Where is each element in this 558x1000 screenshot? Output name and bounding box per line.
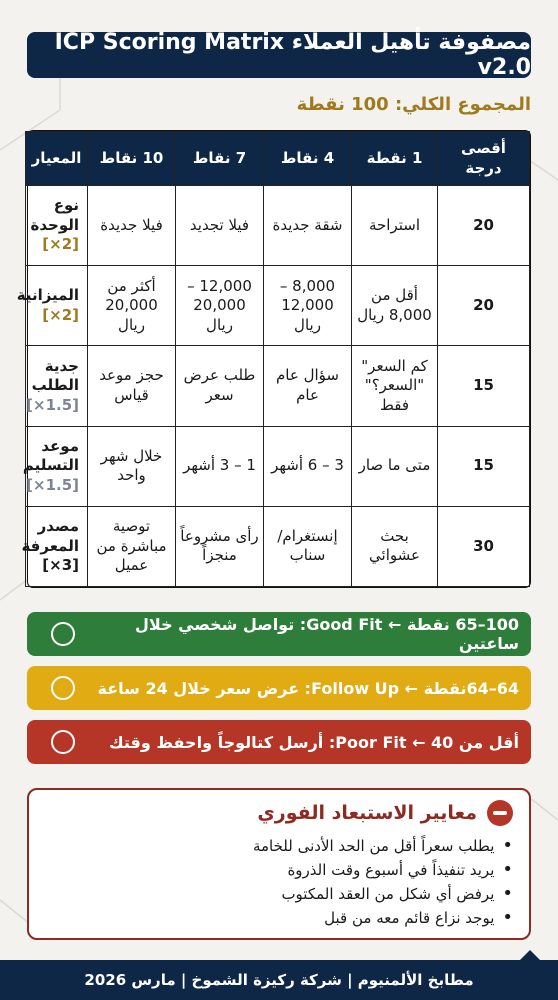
max-score: 30 [438,506,530,586]
criterion-cell [26,346,88,426]
list-item: • يريد تنفيذاً في أسبوع وقت الذروة [45,858,513,882]
band-follow-up-text: 64–64نقطة ← Follow Up: عرض سعر خلال 24 ساعة [97,678,519,698]
page-title: مصفوفة تأهيل العملاء ICP Scoring Matrix v2.0 [27,32,531,78]
disqualification-title: معايير الاستبعاد الفوري [257,802,477,824]
criterion-label: نوع الوحدة [30,196,79,234]
cell-10pt: توصية مباشرة من عميل [88,506,176,586]
table-row [26,266,530,346]
multiplier: [2×] [42,305,79,324]
header-4pt: 4 نقاط [264,132,352,186]
criterion-label: مصدر المعرفة [21,517,79,555]
multiplier: [1.5×] [26,475,79,494]
cell-10pt: فيلا جديدة [88,186,176,266]
footer-notch [520,950,540,960]
minus-circle-icon [487,800,513,826]
criterion-cell [16,266,88,346]
header-10pt: 10 نقاط [88,132,176,186]
table-row [26,506,530,586]
cell-4pt: شقة جديدة [264,186,352,266]
max-score: 20 [438,186,530,266]
cell-7pt: فيلا تجديد [176,186,264,266]
max-score: 20 [438,266,530,346]
cell-4pt: 3 – 6 أشهر [264,426,352,506]
multiplier: [2×] [42,235,79,254]
multiplier: [1.5×] [26,395,79,414]
band-good-fit-text: 100–65 نقطة ← Good Fit: تواصل شخصي خلال ساعتين [135,615,519,653]
header-max: أقصى درجة [438,132,530,186]
circle-icon [51,622,75,646]
footer: مطابخ الألمنيوم | شركة ركيزة الشموخ | مارس 2026 [0,960,558,1000]
cell-10pt: حجز موعد قياس [88,346,176,426]
table-row [26,186,530,266]
band-poor-fit-text: أقل من 40 ← Poor Fit: أرسل كتالوجاً واحفظ وقتك [108,732,519,752]
cell-7pt: 1 – 3 أشهر [176,426,264,506]
band-poor-fit [27,720,531,764]
cell-4pt: 8,000 – 12,000 ريال [264,266,352,346]
cell-1pt: استراحة [352,186,438,266]
max-score: 15 [438,426,530,506]
disqualification-list [45,834,513,930]
criterion-label: موعد التسليم [22,436,79,475]
header-criterion: المعيار [26,132,88,186]
header-row [26,132,530,186]
total-points: المجموع الكلي: 100 نقطة [296,94,531,115]
list-item: • يرفض أي شكل من العقد المكتوب [45,882,513,906]
header-1pt: 1 نقطة [352,132,438,186]
cell-7pt: طلب عرض سعر [176,346,264,426]
list-item: • يوجد نزاع قائم معه من قبل [45,906,513,930]
disqualification-box [27,788,531,940]
circle-icon [51,676,75,700]
multiplier: [3×] [42,556,79,575]
criterion-cell [21,506,88,586]
criterion-cell [22,426,88,506]
cell-1pt: بحث عشوائي [352,506,438,586]
scoring-matrix [16,130,531,588]
cell-7pt: 12,000 – 20,000 ريال [176,266,264,346]
cell-1pt: أقل من 8,000 ريال [352,266,438,346]
criterion-label: الميزانية [16,286,79,305]
table-row [26,346,530,426]
band-follow-up [27,666,531,710]
cell-4pt: سؤال عام عام [264,346,352,426]
header-7pt: 7 نقاط [176,132,264,186]
criterion-cell [26,186,88,266]
cell-7pt: رأى مشروعاً منجزاً [176,506,264,586]
cell-10pt: خلال شهر واحد [88,426,176,506]
max-score: 15 [438,346,530,426]
table-row [26,426,530,506]
list-item: • يطلب سعراً أقل من الحد الأدنى للخامة [45,834,513,858]
band-good-fit [27,612,531,656]
criterion-label: جدية الطلب [31,356,79,395]
circle-icon [51,730,75,754]
cell-4pt: إنستغرام/ سناب [264,506,352,586]
cell-1pt: متى ما صار [352,426,438,506]
cell-10pt: أكثر من 20,000 ريال [88,266,176,346]
cell-1pt: كم السعر" "السعر؟" فقط [352,346,438,426]
